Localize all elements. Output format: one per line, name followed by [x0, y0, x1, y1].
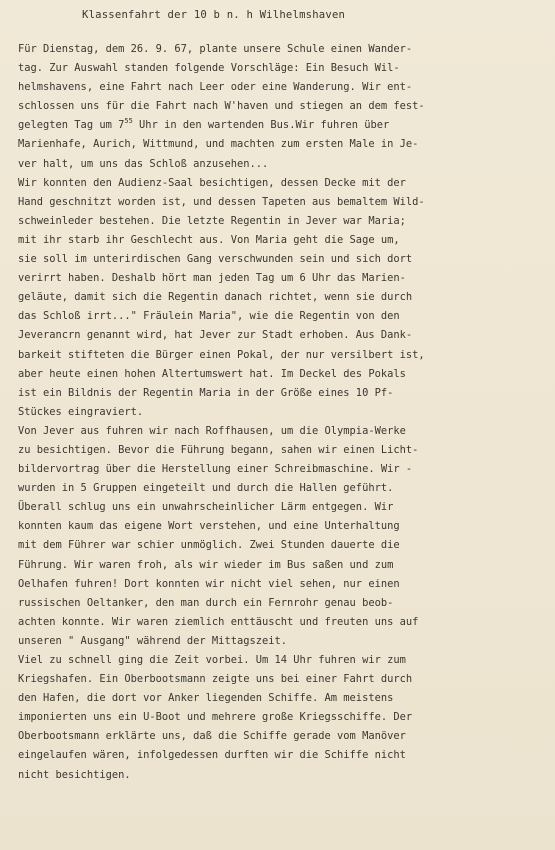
text-line: nicht besichtigen.: [18, 768, 131, 781]
text-line: eingelaufen wären, infolgedessen durften wir die Schiffe nicht: [18, 749, 406, 762]
text-line: Hand geschnitzt worden ist, und dessen Tapeten aus bemaltem Wild-: [18, 195, 425, 208]
text-line: russischen Oeltanker, den man durch ein Fernrohr genau beob-: [18, 596, 394, 609]
page-title: Klassenfahrt der 10 b n. h Wilhelmshaven: [82, 9, 346, 21]
text-line: Von Jever aus fuhren wir nach Roffhausen, um die Olympia-Werke: [18, 424, 406, 437]
text-line-with-time: [18, 116, 547, 135]
text-line: barkeit stifteten die Bürger einen Pokal, der nur versilbert ist,: [18, 348, 425, 361]
text-line: Wir konnten den Audienz-Saal besichtigen, dessen Decke mit der: [18, 176, 406, 189]
text-line: zu besichtigen. Bevor die Führung begann, sahen wir einen Licht-: [18, 443, 419, 456]
text-line: Stückes eingraviert.: [18, 405, 144, 418]
text-line: verirrt haben. Deshalb hört man jeden Tag um 6 Uhr das Marien-: [18, 272, 406, 285]
text-fragment: gelegten Tag um 7: [18, 119, 125, 132]
text-line: konnten kaum das eigene Wort verstehen, und eine Unterhaltung: [18, 520, 400, 533]
text-line: das Schloß irrt..." Fräulein Maria", wie die Regentin von den: [18, 310, 400, 323]
text-line: Oelhafen fuhren! Dort konnten wir nicht viel sehen, nur einen: [18, 577, 400, 590]
text-line: ist ein Bildnis der Regentin Maria in der Größe eines 10 Pf-: [18, 386, 394, 399]
text-line: mit dem Führer war schier unmöglich. Zwei Stunden dauerte die: [18, 539, 400, 552]
text-line: Jeverancrn genannt wird, hat Jever zur Stadt erhoben. Aus Dank-: [18, 329, 413, 342]
text-line: achten konnte. Wir waren ziemlich enttäuscht und freuten uns auf: [18, 615, 419, 628]
text-line: wurden in 5 Gruppen eingeteilt und durch die Hallen geführt.: [18, 482, 394, 495]
text-line: imponierten uns ein U-Boot und mehrere große Kriegsschiffe. Der: [18, 711, 413, 724]
text-line: unseren " Ausgang" während der Mittagszeit.: [18, 634, 287, 647]
text-line: tag. Zur Auswahl standen folgende Vorschläge: Ein Besuch Wil-: [18, 62, 400, 75]
text-line: sie soll im unterirdischen Gang verschwunden sein und sich dort: [18, 253, 413, 266]
text-line: Viel zu schnell ging die Zeit vorbei. Um 14 Uhr fuhren wir zum: [18, 654, 406, 666]
text-line: helmshavens, eine Fahrt nach Leer oder eine Wanderung. Wir ent-: [18, 81, 413, 94]
text-line: Überall schlug uns ein unwahrscheinlicher Lärm entgegen. Wir: [18, 501, 394, 514]
text-line: bildervortrag über die Herstellung einer Schreibmaschine. Wir -: [18, 463, 413, 476]
text-line: Für Dienstag, dem 26. 9. 67, plante unsere Schule einen Wander-: [18, 43, 413, 55]
text-line: aber heute einen hohen Altertumswert hat. Im Deckel des Pokals: [18, 367, 406, 380]
text-line: mit ihr starb ihr Geschlecht aus. Von Maria geht die Sage um,: [18, 233, 400, 246]
text-line: ver halt, um uns das Schloß anzusehen...: [18, 157, 269, 170]
text-line: Oberbootsmann erklärte uns, daß die Schiffe gerade vom Manöver: [18, 730, 406, 743]
text-line: Führung. Wir waren froh, als wir wieder im Bus saßen und zum: [18, 558, 394, 571]
body-text: [18, 40, 547, 785]
text-line: schweinleder bestehen. Die letzte Regentin in Jever war Maria;: [18, 214, 406, 227]
text-line: Kriegshafen. Ein Oberbootsmann zeigte uns bei einer Fahrt durch: [18, 673, 413, 686]
text-line: den Hafen, die dort vor Anker liegenden Schiffe. Am meistens: [18, 692, 394, 705]
text-line: geläute, damit sich die Regentin danach richtet, wenn sie durch: [18, 291, 413, 304]
time-superscript: 55: [124, 117, 133, 126]
text-line: Marienhafe, Aurich, Wittmund, und machten zum ersten Male in Je-: [18, 138, 419, 151]
text-fragment: Uhr in den wartenden Bus.Wir fuhren über: [132, 119, 390, 132]
text-line: schlossen uns für die Fahrt nach W'haven und stiegen an dem fest-: [18, 100, 425, 113]
